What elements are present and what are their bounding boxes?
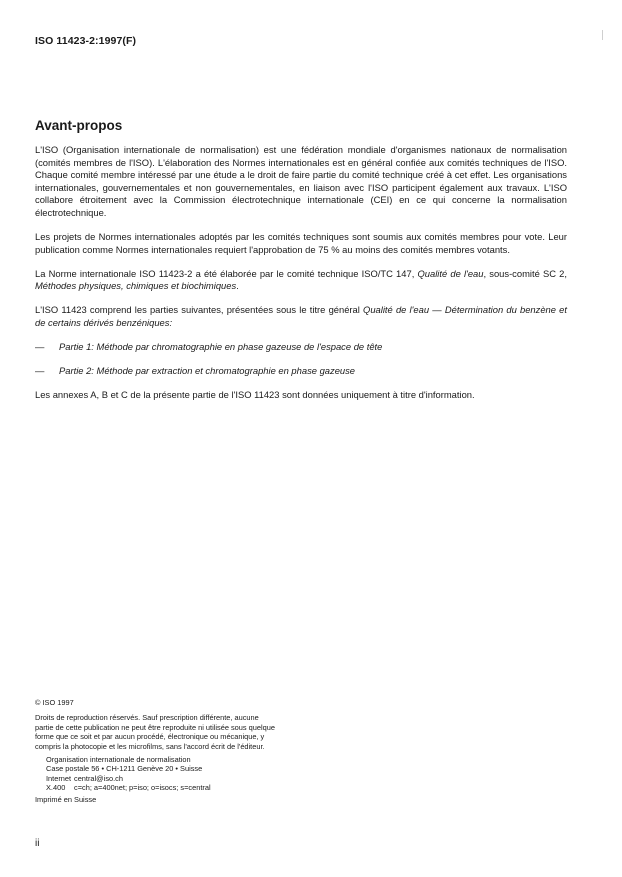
page-title: Avant-propos: [35, 118, 123, 133]
dash-bullet: —: [35, 341, 45, 353]
paragraph-4-colon: :: [169, 317, 173, 329]
postal-address: Case postale 56 • CH-1211 Genève 20 • Suisse: [46, 764, 203, 774]
organisation-name: Organisation internationale de normalisation: [46, 755, 191, 765]
list-item-part-1: [35, 341, 567, 354]
dash-bullet: —: [35, 365, 45, 377]
copyright-notice: © ISO 1997: [35, 698, 74, 707]
paragraph-4-general-title: Qualité de l'eau — Détermination du benzène et de certains dérivés benzéniques: [35, 304, 567, 329]
internet-address: central@iso.ch: [74, 773, 123, 783]
edge-mark: [602, 30, 603, 40]
rights-statement: Droits de reproduction réservés. Sauf prescription différente, aucune partie de cette publication ne peut être reproduite ni utilisée sous quelque forme que ce soit et par aucun procédé, électronique ou mécanique, y compris la photocopie et les microfilms, sans l'accord écrit de l'éditeur.: [35, 713, 275, 751]
list-item-part-2: [35, 365, 567, 378]
publisher-address: [35, 755, 275, 793]
page-number: ii: [35, 838, 40, 849]
paragraph-1: L'ISO (Organisation internationale de normalisation) est une fédération mondiale d'organismes nationaux de normalisation (comités membres de l'ISO). L'élaboration des Normes internationales est en général confiée aux comités techniques de l'ISO. Chaque comité membre intéressé par une étude a le droit de faire partie du comité technique créé à cet effet. Les organisations internationales, gouvernementales et non gouvernementales, en liaison avec l'ISO participent également aux travaux. L'ISO collabore étroitement avec la Commission électrotechnique internationale (CEI) en ce qui concerne la normalisation électrotechnique.: [35, 144, 567, 218]
paragraph-3: [35, 268, 567, 293]
x400-row: [46, 783, 275, 792]
paragraph-3-committee-title: Qualité de l'eau: [417, 267, 484, 279]
internet-label: Internet: [46, 773, 72, 783]
x400-address: c=ch; a=400net; p=iso; o=isocs; s=central: [74, 783, 211, 793]
x400-label: X.400: [46, 783, 66, 793]
paragraph-4-text: L'ISO 11423 comprend les parties suivantes, présentées sous le titre général: [35, 304, 364, 316]
paragraph-3-subcommittee: , sous-comité SC 2,: [483, 267, 567, 279]
paragraph-3-subcommittee-title: Méthodes physiques, chimiques et biochimiques: [35, 280, 237, 292]
foreword-body: [35, 144, 567, 413]
internet-row: [46, 774, 275, 783]
copyright-block: [35, 698, 275, 804]
printed-in: Imprimé en Suisse: [35, 794, 97, 804]
part-1-title: Partie 1: Méthode par chromatographie en phase gazeuse de l'espace de tête: [59, 341, 383, 353]
part-2-title: Partie 2: Méthode par extraction et chromatographie en phase gazeuse: [59, 365, 356, 377]
document-id: ISO 11423-2:1997(F): [35, 35, 137, 47]
paragraph-2: Les projets de Normes internationales adoptés par les comités techniques sont soumis aux comités membres pour vote. Leur publication comme Normes internationales requiert l'approbation de 75 % au moins des comités membres votants.: [35, 231, 567, 255]
paragraph-4: [35, 304, 567, 329]
paragraph-3-end: .: [236, 280, 239, 292]
paragraph-3-text: La Norme internationale ISO 11423-2 a été élaborée par le comité technique ISO/TC 147,: [35, 267, 418, 279]
paragraph-5: Les annexes A, B et C de la présente partie de l'ISO 11423 sont données uniquement à titre d'information.: [35, 389, 475, 401]
